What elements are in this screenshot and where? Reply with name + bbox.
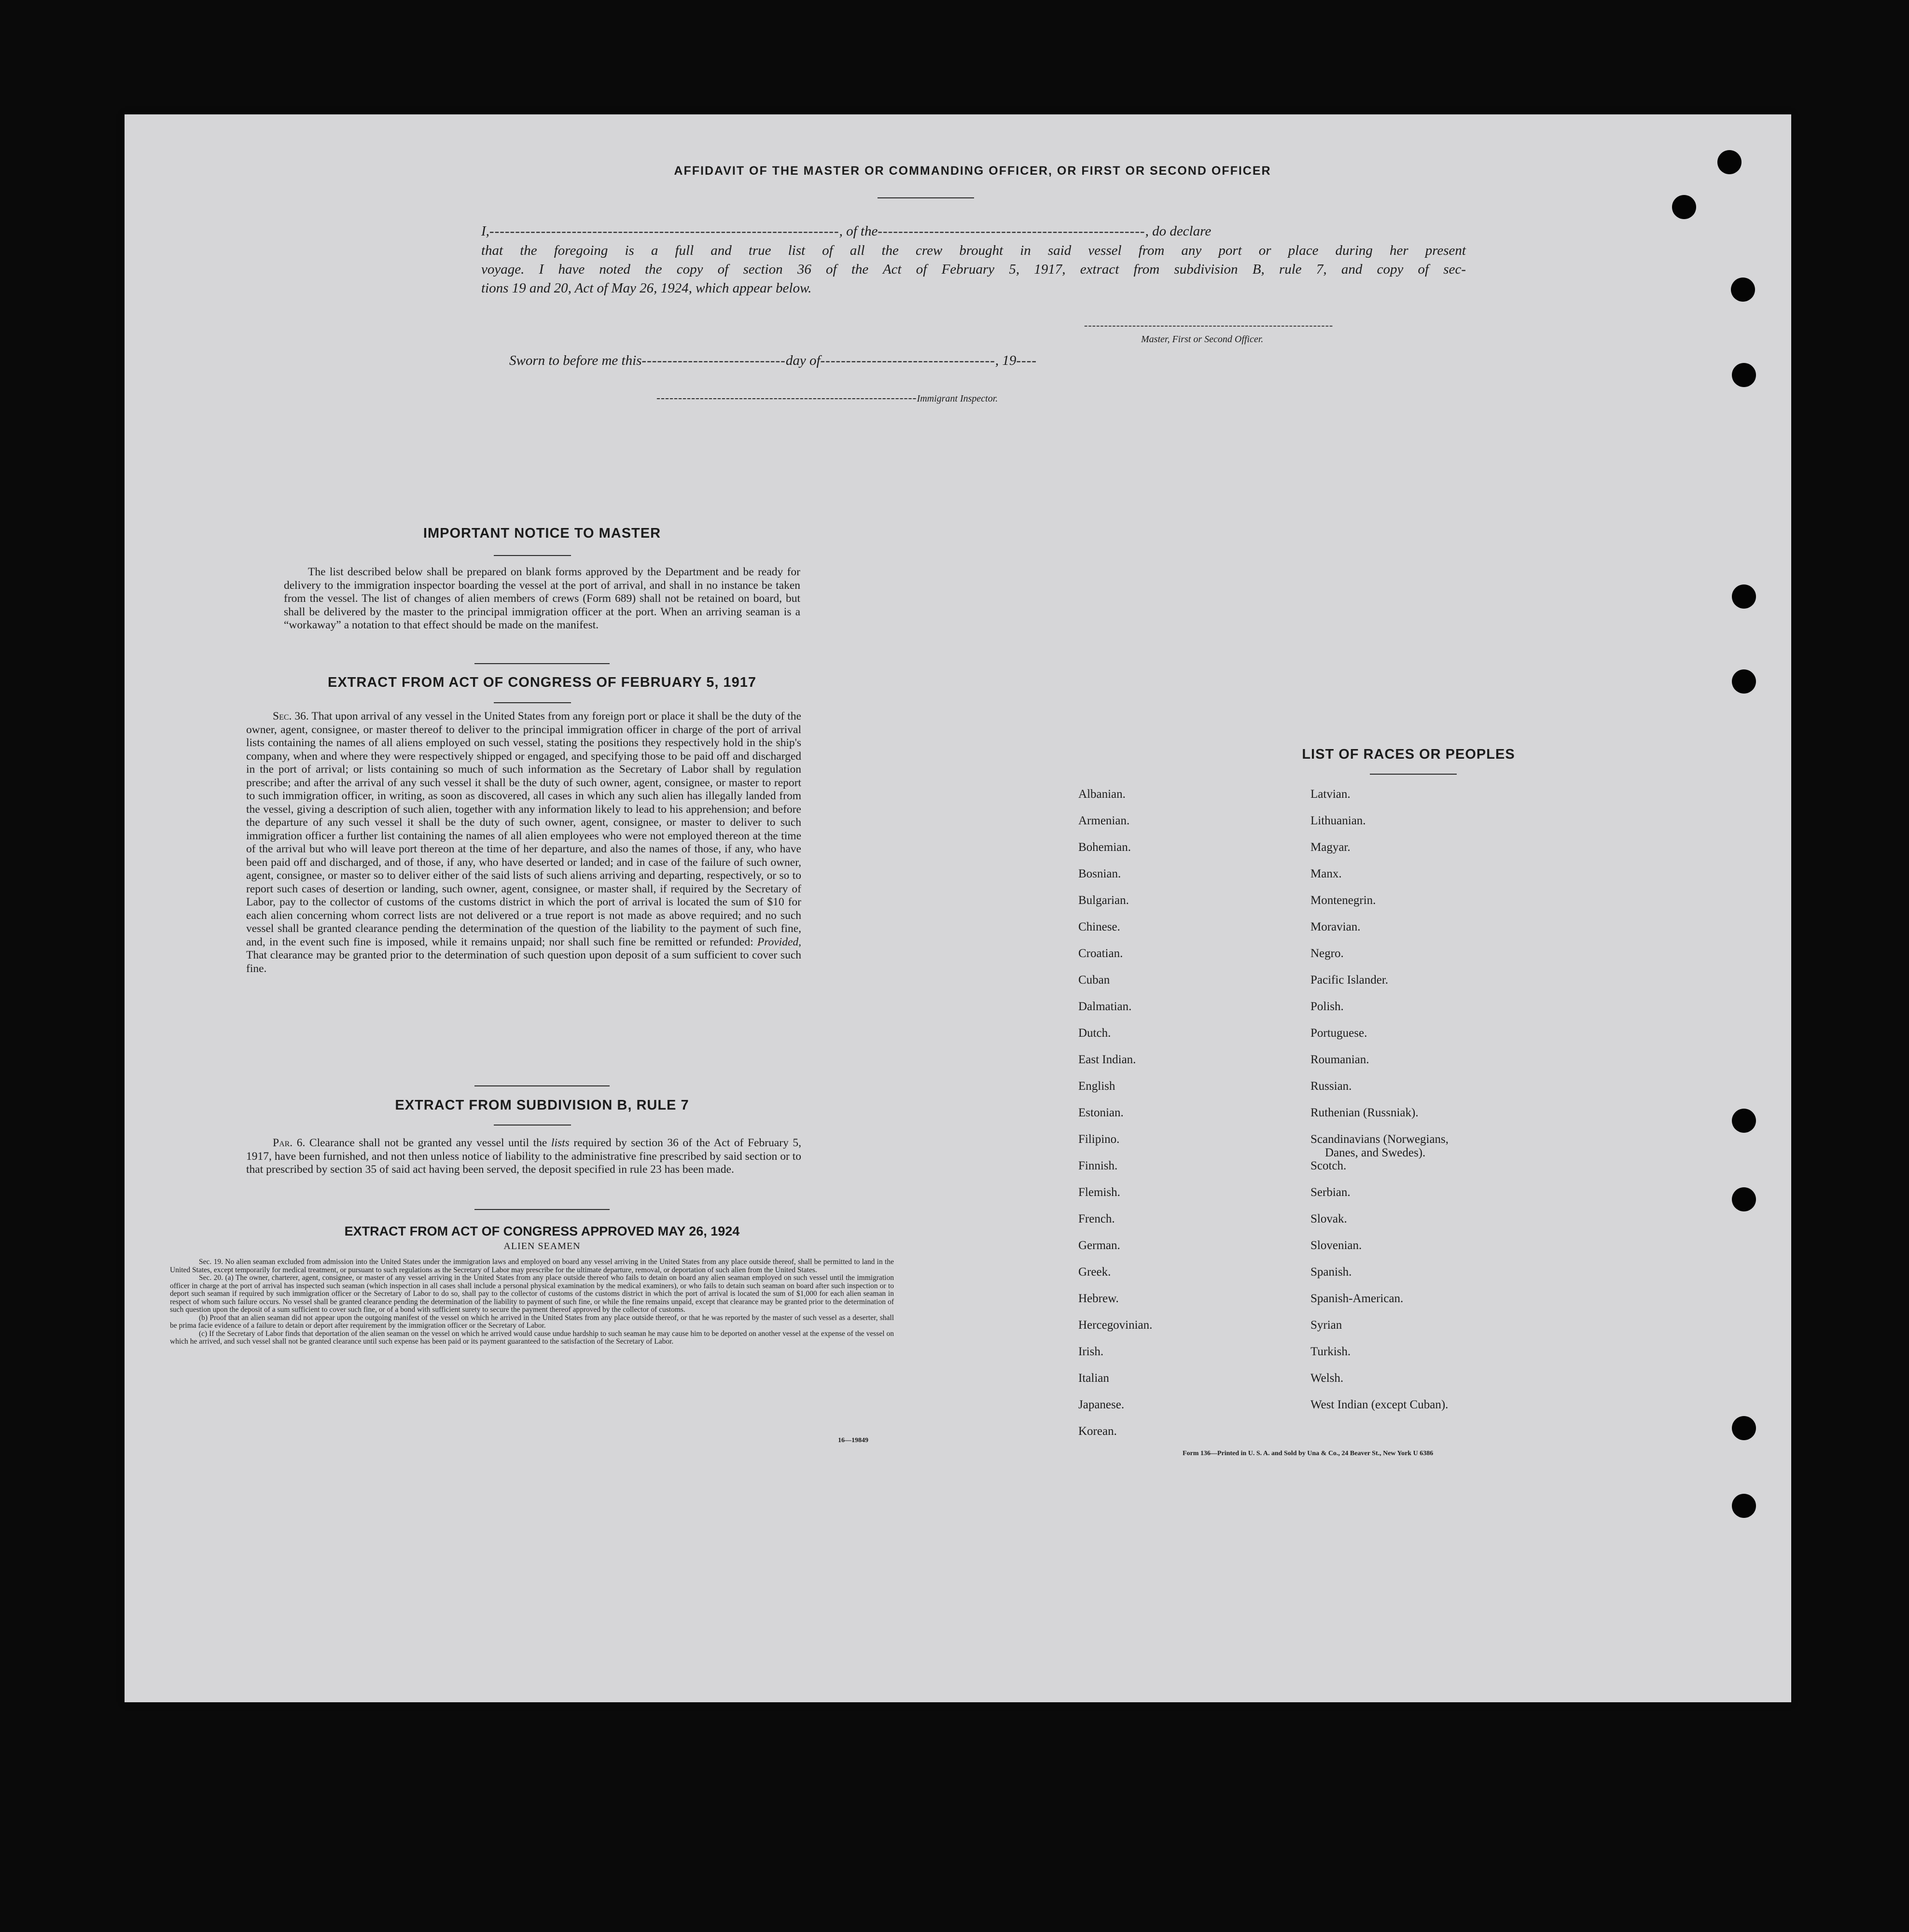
punch-hole — [1732, 1109, 1756, 1133]
rule7-end-rule — [474, 1209, 610, 1210]
race-item: Turkish. — [1310, 1345, 1351, 1358]
act1924-subtitle: ALIEN SEAMEN — [503, 1241, 581, 1251]
race-item: Ruthenian (Russniak). — [1310, 1106, 1419, 1119]
race-item: Cuban — [1078, 973, 1110, 987]
rule7-text — [246, 1137, 801, 1177]
race-item: Bulgarian. — [1078, 894, 1129, 907]
race-item: Slovenian. — [1310, 1239, 1362, 1252]
affidavit-line-2: that the foregoing is a full and true list of all the crew brought in said vessel from any port or place during her present — [481, 243, 1466, 258]
act1924-sec20a: Sec. 20. (a) The owner, charterer, agent, consignee, or master of any vessel arriving in the United States from any place outside thereof who fails to detain on board any alien seaman employed on such vessel until the immigration officer in charge at the port of arrival has inspected such seaman (which inspection in all cases shall include a personal physical examination by the medical examiners), or who fails to detain such seaman on board after such inspection or to deport such seaman if required by such immigration officer or the Secretary of Labor to do so, shall pay to the collector of customs of the customs district in which the port of arrival is located the sum of $1,000 for each alien seaman in respect of whom such failure occurs. No vessel shall be granted clearance pending the determination of the liability to payment of such fine, or while the fine remains unpaid, except that clearance may be granted prior to the determination of such question upon the deposit of a sum sufficient to cover such fine, or of a bond with sufficient surety to secure the payment thereof approved by the collector of customs. — [170, 1274, 894, 1314]
race-item: Irish. — [1078, 1345, 1104, 1358]
race-item: Montenegrin. — [1310, 894, 1376, 907]
act1924-sec20b: (b) Proof that an alien seaman did not appear upon the outgoing manifest of the vessel on which he arrived in the United States from any place outside thereof, or that he was reported by the master of such vessel as a deserter, shall be prima facie evidence of a failure to detain or deport after requirement by the immigration officer or the Secretary of Labor. — [170, 1313, 894, 1330]
act1924-title: EXTRACT FROM ACT OF CONGRESS APPROVED MAY 26, 1924 — [344, 1224, 740, 1238]
act1924-sec20c: (c) If the Secretary of Labor finds that deportation of the alien seaman on the vessel on which he arrived would cause undue hardship to such seaman he may cause him to be deported on another vessel at the expense of the vessel on which he arrived, and such vessel shall not be granted clearance until such expense has been paid or its payment guaranteed to the satisfaction of the Secretary of Labor. — [170, 1329, 894, 1346]
race-item: Pacific Islander. — [1310, 973, 1389, 987]
act1917-end-rule — [474, 1085, 610, 1086]
race-item: Bohemian. — [1078, 841, 1131, 854]
race-item: Welsh. — [1310, 1372, 1344, 1385]
affidavit-title-rule — [878, 197, 974, 198]
affidavit-i: I, — [481, 223, 489, 239]
master-name-blank[interactable]: -------------------------------------------------------------------- — [489, 223, 839, 239]
race-item: Russian. — [1310, 1080, 1352, 1093]
form-footer: Form 136—Printed in U. S. A. and Sold by Una & Co., 24 Beaver St., New York U 6386 — [1183, 1450, 1434, 1457]
affidavit-declare: , do declare — [1145, 223, 1212, 239]
notice-end-rule — [474, 663, 610, 664]
affidavit-of-the: , of the — [839, 223, 878, 239]
race-item: Italian — [1078, 1372, 1109, 1385]
race-item: Hebrew. — [1078, 1292, 1119, 1305]
act1917-provided: Provided, — [757, 935, 802, 948]
race-item: Armenian. — [1078, 814, 1130, 827]
sworn-text: Sworn to before me this — [509, 353, 642, 368]
act1924-text — [170, 1258, 894, 1346]
race-item: Albanian. — [1078, 788, 1126, 801]
race-item: Moravian. — [1310, 920, 1361, 933]
race-item: Syrian — [1310, 1319, 1342, 1332]
inspector-line — [656, 392, 998, 405]
race-item: Serbian. — [1310, 1186, 1351, 1199]
act1924-code: 16—19849 — [838, 1437, 868, 1444]
race-item: Flemish. — [1078, 1186, 1120, 1199]
notice-title-rule — [494, 555, 571, 556]
punch-hole — [1717, 150, 1742, 174]
notice-title: IMPORTANT NOTICE TO MASTER — [423, 526, 661, 541]
race-item: Estonian. — [1078, 1106, 1124, 1119]
affidavit-title: AFFIDAVIT OF THE MASTER OR COMMANDING OFFICER, OR FIRST OR SECOND OFFICER — [674, 164, 1271, 178]
act1917-text — [246, 710, 801, 975]
race-item: Croatian. — [1078, 947, 1123, 960]
master-signature-label: Master, First or Second Officer. — [1141, 334, 1264, 345]
race-item: Chinese. — [1078, 920, 1120, 933]
races-title-rule — [1370, 774, 1457, 775]
race-item: West Indian (except Cuban). — [1310, 1398, 1449, 1411]
race-item: Dalmatian. — [1078, 1000, 1132, 1013]
punch-hole — [1731, 278, 1755, 302]
race-item: French. — [1078, 1212, 1115, 1225]
race-item: Scandinavians (Norwegians, — [1310, 1133, 1449, 1146]
race-item: Portuguese. — [1310, 1027, 1367, 1040]
rule7-text-a: Clearance shall not be granted any vessel until the — [309, 1137, 547, 1149]
inspector-signature-blank[interactable]: ------------------------------------------------------------ — [656, 392, 917, 404]
sworn-year-blank[interactable]: ---- — [1016, 353, 1037, 368]
punch-hole — [1732, 363, 1756, 387]
race-item: Greek. — [1078, 1265, 1111, 1279]
punch-hole — [1732, 584, 1756, 609]
race-item: Polish. — [1310, 1000, 1344, 1013]
notice-text: The list described below shall be prepared on blank forms approved by the Department and be ready for delivery to the immigration inspector boarding the vessel at the port of arrival, and shall in no instance be taken from the vessel. The list of changes of alien members of crews (Form 689) shall not be retained on board, but shall be delivered by the master to the principal immigration officer at the port. When an arriving seaman is a “workaway” a notation to that effect should be made on the manifest. — [284, 566, 800, 631]
inspector-label: Immigrant Inspector. — [917, 393, 998, 404]
rule7-par-label: Par. 6. — [273, 1137, 306, 1149]
races-title: LIST OF RACES OR PEOPLES — [1302, 747, 1515, 762]
race-item: East Indian. — [1078, 1053, 1136, 1066]
punch-hole — [1732, 1494, 1756, 1518]
act1917-sec-label: Sec. 36. — [273, 710, 309, 723]
punch-hole — [1672, 195, 1696, 219]
race-item: Japanese. — [1078, 1398, 1125, 1411]
day-of-text: day of — [785, 353, 821, 368]
rule7-text-b: required by section 36 of the Act of February 5, 1917, have been furnished, and not then unless notice of liability to the administrative fine prescribed by said section or to that prescribed by section 35 of said act having been served, the deposit specified in rule 23 has been made. — [246, 1137, 802, 1176]
race-item: German. — [1078, 1239, 1120, 1252]
race-item: Spanish. — [1310, 1265, 1352, 1279]
race-item: Spanish-American. — [1310, 1292, 1404, 1305]
master-signature-blank[interactable]: -------------------------------------------------------------- — [1084, 319, 1334, 331]
act1917-title: EXTRACT FROM ACT OF CONGRESS OF FEBRUARY 5, 1917 — [327, 675, 757, 690]
act1917-text-a: That upon arrival of any vessel in the United States from any foreign port or place it shall be the duty of the owner, agent, consignee, or master thereof to deliver to the principal immigration officer in charge of the port of arrival lists containing the names of all aliens employed on such vessel, stating the positions they respectively hold in the ship's company, when and where they were respectively shipped or engaged, and specifying those to be paid off and discharged in the port of arrival; or lists containing so much of such information as the Secretary of Labor shall by regulation prescribe; and after the arrival of any such vessel it shall be the duty of such owner, agent, consignee, or master to report to such immigration officer, in writing, as soon as discovered, all cases in which any such alien has illegally landed from the vessel, giving a description of such alien, together with any information likely to lead to his apprehension; and before the departure of any such vessel it shall be the duty of such owner, agent, consignee, or master to deliver to such immigration officer a further list containing the names of all alien employees who were not employed thereon at the time of the arrival but who will leave port thereon at the time of her departure, and also the names of those, if any, who have been paid off and discharged, and of those, if any, who have deserted or landed; and in case of the failure of such owner, agent, consignee, or master so to deliver either of the said lists of such aliens arriving and departing, respectively, or so to report such cases of desertion or landing, such owner, agent, consignee, or master shall, if required by the Secretary of Labor, pay to the collector of customs of the customs district in which the port of arrival is located the sum of $10 for each alien concerning whom correct lists are not delivered or a true report is not made as above required; and no such vessel shall be granted clearance pending the determination of the question of the liability to the payment of such fine, and, in the event such fine is imposed, while it remains unpaid; nor shall such fine be remitted or refunded: — [246, 710, 801, 948]
race-item: Filipino. — [1078, 1133, 1120, 1146]
race-item: Magyar. — [1310, 841, 1351, 854]
act1917-title-rule — [494, 702, 571, 703]
punch-hole — [1732, 669, 1756, 694]
vessel-name-blank[interactable]: ---------------------------------------------------- — [878, 223, 1145, 239]
year-text: , 19 — [995, 353, 1017, 368]
race-item: Hercegovinian. — [1078, 1319, 1153, 1332]
rule7-title: EXTRACT FROM SUBDIVISION B, RULE 7 — [395, 1098, 689, 1113]
act1924-sec19: Sec. 19. No alien seaman excluded from admission into the United States under the immigration laws and employed on board any vessel arriving in the United States from any place outside thereof, shall be permitted to land in the United States, except temporarily for medical treatment, or pursuant to such regulations as the Secretary of Labor may prescribe for the ultimate departure, removal, or deportation of such alien from the United States. — [170, 1258, 894, 1274]
race-item: Latvian. — [1310, 788, 1351, 801]
race-item: Manx. — [1310, 867, 1342, 880]
sworn-line — [509, 351, 1037, 370]
affidavit-line-4: tions 19 and 20, Act of May 26, 1924, which appear below. — [481, 280, 812, 296]
race-item: Finnish. — [1078, 1159, 1118, 1172]
document-page — [125, 114, 1791, 1702]
race-item: Korean. — [1078, 1425, 1117, 1438]
race-item: English — [1078, 1080, 1115, 1093]
affidavit-line-1 — [481, 222, 1466, 241]
race-item: Lithuanian. — [1310, 814, 1366, 827]
affidavit-line-3: voyage. I have noted the copy of section 36 of the Act of February 5, 1917, extract from subdivision B, rule 7, and copy of sec- — [481, 262, 1466, 277]
race-item: Negro. — [1310, 947, 1344, 960]
act1917-text-b: That clearance may be granted prior to the determination of such question upon deposit of a sum sufficient to cover such fine. — [246, 949, 801, 975]
race-item: Roumanian. — [1310, 1053, 1369, 1066]
race-item: Slovak. — [1310, 1212, 1347, 1225]
sworn-month-blank[interactable]: ---------------------------------- — [820, 353, 995, 368]
punch-hole — [1732, 1187, 1756, 1211]
punch-hole — [1732, 1416, 1756, 1440]
sworn-day-blank[interactable]: ---------------------------- — [641, 353, 786, 368]
rule7-title-rule — [494, 1125, 571, 1126]
race-item: Scotch. — [1310, 1159, 1347, 1172]
rule7-lists: lists — [551, 1137, 570, 1149]
race-item: Dutch. — [1078, 1027, 1111, 1040]
race-item: Bosnian. — [1078, 867, 1121, 880]
race-scandinavians-line-2: Danes, and Swedes). — [1325, 1146, 1426, 1159]
